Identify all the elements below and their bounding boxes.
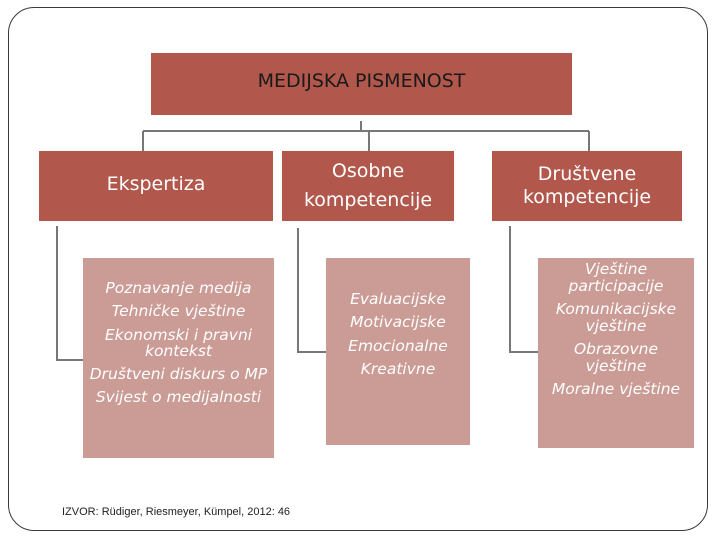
branch-heading: Ekspertiza <box>106 173 206 196</box>
list-item: Poznavanje medija <box>105 279 252 297</box>
branch-drustvene-header <box>492 151 682 221</box>
source-citation: IZVOR: Rüdiger, Riesmeyer, Kümpel, 2012: 46 <box>62 506 291 518</box>
list-item: Motivacijske <box>350 313 446 332</box>
list-item: Svijest o medijalnosti <box>95 388 262 407</box>
list-item: Ekonomski i pravni kontekst <box>104 325 253 360</box>
list-item: Evaluacijske <box>350 290 446 308</box>
root-node <box>151 53 572 115</box>
branch-drustvene-items <box>538 258 694 448</box>
connector-osobne-items <box>298 228 326 352</box>
list-item: Vještine participacije <box>568 260 664 296</box>
branch-ekspertiza-items <box>83 258 274 458</box>
list-item: Moralne vještine <box>551 380 681 399</box>
root-title: MEDIJSKA PISMENOST <box>257 70 466 92</box>
branch-osobne-items <box>326 258 470 445</box>
list-item: Emocionalne <box>348 336 448 355</box>
branch-ekspertiza-header <box>39 151 273 221</box>
connector-drustvene-items <box>510 226 538 352</box>
list-item: Komunikacijske vještine <box>555 300 677 336</box>
list-item: Obrazovne vještine <box>573 340 659 376</box>
branch-heading: Osobne kompetencije <box>303 159 433 211</box>
branch-heading: Društvene kompetencije <box>522 163 652 208</box>
connector-ekspertiza-items <box>57 226 83 360</box>
list-item: Tehničke vještine <box>111 302 246 321</box>
list-item: Kreativne <box>360 359 436 378</box>
list-item: Društveni diskurs o MP <box>89 365 268 384</box>
branch-osobne-header <box>282 151 454 221</box>
